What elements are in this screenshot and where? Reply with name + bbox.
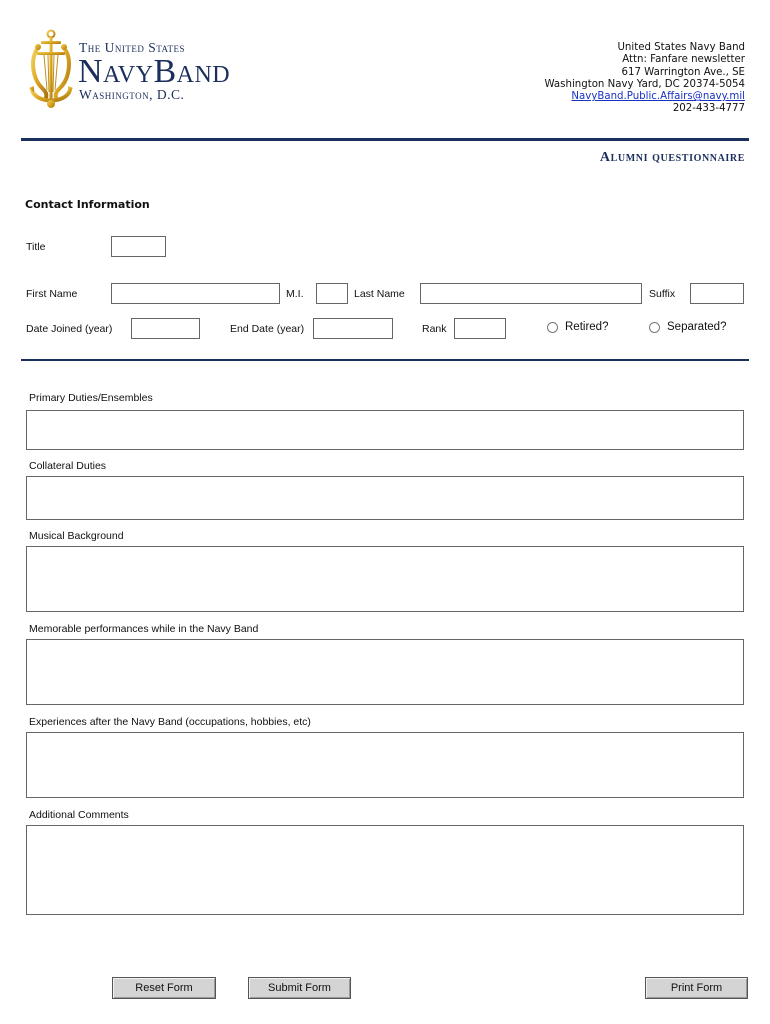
first-name-label: First Name [26, 288, 78, 300]
last-name-field[interactable] [420, 283, 642, 304]
memorable-performances-textarea[interactable] [26, 639, 744, 705]
first-name-field[interactable] [111, 283, 280, 304]
address-line: Washington Navy Yard, DC 20374-5054 [544, 78, 745, 90]
separated-label: Separated? [667, 321, 727, 333]
retired-option[interactable] [547, 321, 608, 333]
rank-label: Rank [422, 323, 447, 335]
section-title-contact: Contact Information [25, 198, 150, 211]
logo-line-washington: Washington, D.C. [79, 87, 185, 102]
submit-form-button[interactable]: Submit Form [248, 977, 351, 999]
memorable-performances-label: Memorable performances while in the Navy Band [29, 623, 259, 635]
musical-background-label: Musical Background [29, 530, 124, 542]
section-divider [21, 359, 749, 361]
date-joined-field[interactable] [131, 318, 200, 339]
reset-form-button[interactable]: Reset Form [112, 977, 216, 999]
logo-line-navy-band: NavyBand [78, 53, 231, 90]
experiences-after-label: Experiences after the Navy Band (occupations, hobbies, etc) [29, 716, 311, 728]
experiences-after-textarea[interactable] [26, 732, 744, 798]
rank-field[interactable] [454, 318, 506, 339]
suffix-field[interactable] [690, 283, 744, 304]
print-form-button[interactable]: Print Form [645, 977, 748, 999]
mailing-address [545, 42, 745, 116]
address-line: United States Navy Band [617, 42, 745, 53]
title-label: Title [26, 241, 46, 253]
mi-field[interactable] [316, 283, 348, 304]
end-date-label: End Date (year) [230, 323, 305, 335]
end-date-field[interactable] [313, 318, 393, 339]
date-joined-label: Date Joined (year) [26, 323, 113, 335]
last-name-label: Last Name [354, 288, 405, 300]
suffix-label: Suffix [649, 288, 676, 300]
retired-radio[interactable] [547, 322, 558, 333]
address-line: 617 Warrington Ave., SE [621, 66, 745, 78]
collateral-duties-textarea[interactable] [26, 476, 744, 520]
title-field[interactable] [111, 236, 166, 257]
lyre-anchor-emblem-icon [28, 28, 74, 110]
musical-background-textarea[interactable] [26, 546, 744, 612]
separated-option[interactable] [649, 321, 726, 333]
additional-comments-textarea[interactable] [26, 825, 744, 915]
separated-radio[interactable] [649, 322, 660, 333]
retired-label: Retired? [565, 321, 609, 333]
primary-duties-textarea[interactable] [26, 410, 744, 450]
page-title: Alumni questionnaire [599, 150, 745, 165]
navy-band-logo [28, 28, 268, 114]
primary-duties-label: Primary Duties/Ensembles [29, 392, 153, 404]
logo-line-the-united-states: The United States [79, 40, 186, 55]
mi-label: M.I. [286, 288, 304, 300]
address-line: Attn: Fanfare newsletter [622, 54, 745, 66]
phone-number: 202-433-4777 [672, 103, 745, 115]
additional-comments-label: Additional Comments [29, 809, 129, 821]
header-divider [21, 138, 749, 141]
email-link[interactable]: NavyBand.Public.Affairs@navy.mil [571, 91, 745, 103]
collateral-duties-label: Collateral Duties [29, 460, 107, 472]
